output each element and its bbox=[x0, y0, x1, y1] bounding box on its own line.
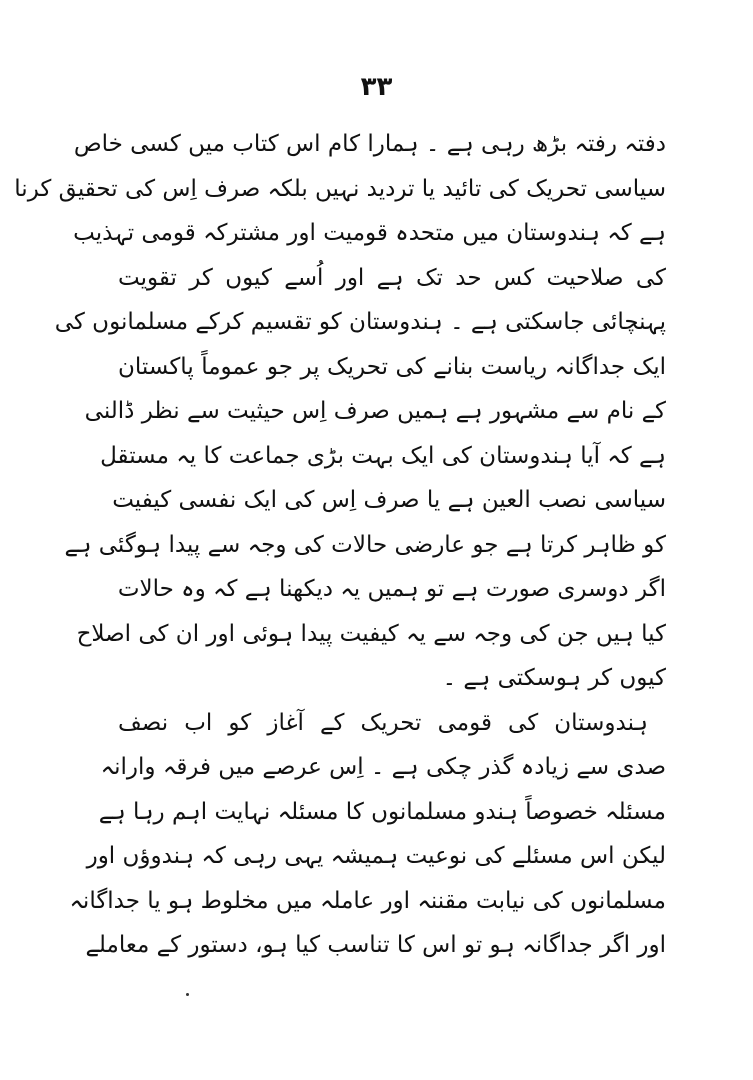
scan-speck bbox=[186, 993, 189, 996]
page-number: ۳۳ bbox=[360, 72, 393, 102]
text-line: صدی سے زیادہ گذر چکی ہے ۔ اِس عرصے میں فرقہ وارانہ bbox=[100, 754, 666, 780]
text-line: ایک جداگانہ ریاست بنانے کی تحریک پر جو عموماً پاکستان bbox=[118, 353, 666, 380]
text-line: ہے کہ آیا ہندوستان کی ایک بہت بڑی جماعت کا یہ مستقل bbox=[100, 442, 666, 469]
text-line: کو ظاہر کرتا ہے جو عارضی حالات کی وجہ سے پیدا ہوگئی ہے bbox=[64, 531, 666, 558]
text-line: سیاسی نصب العین ہے یا صرف اِس کی ایک نفسی کیفیت bbox=[112, 487, 666, 513]
text-line: اگر دوسری صورت ہے تو ہمیں یہ دیکھنا ہے کہ وہ حالات bbox=[117, 576, 666, 602]
text-line: کیا ہیں جن کی وجہ سے یہ کیفیت پیدا ہوئی اور ان کی اصلاح bbox=[76, 620, 666, 647]
text-line: ہے کہ ہندوستان میں متحدہ قومیت اور مشترکہ قومی تہذیب bbox=[73, 220, 666, 246]
text-line: کے نام سے مشہور ہے ہمیں صرف اِس حیثیت سے نظر ڈالنی bbox=[84, 398, 666, 424]
text-line: دفتہ رفتہ بڑھ رہی ہے ۔ ہمارا کام اس کتاب میں کسی خاص bbox=[73, 131, 666, 157]
text-line: اور اگر جداگانہ ہو تو اس کا تناسب کیا ہو، دستور کے معاملے bbox=[85, 932, 666, 958]
text-line: کی صلاحیت کس حد تک ہے اور اُسے کیوں کر تقویت bbox=[118, 264, 666, 291]
text-line: سیاسی تحریک کی تائید یا تردید نہیں بلکہ صرف اِس کی تحقیق کرنا bbox=[14, 175, 666, 202]
text-line-paragraph-start: ہندوستان کی قومی تحریک کے آغاز کو اب نصف bbox=[118, 709, 648, 736]
text-line: لیکن اس مسئلے کی نوعیت ہمیشہ یہی رہی کہ ہندوؤں اور bbox=[86, 843, 666, 869]
page-body-text bbox=[14, 122, 666, 968]
text-line: مسئلہ خصوصاً ہندو مسلمانوں کا مسئلہ نہایت اہم رہا ہے bbox=[98, 798, 666, 825]
text-line: مسلمانوں کی نیابت مقننہ اور عاملہ میں مخلوط ہو یا جداگانہ bbox=[69, 887, 666, 914]
text-line: پہنچائی جاسکتی ہے ۔ ہندوستان کو تقسیم کرکے مسلمانوں کی bbox=[54, 309, 666, 335]
text-line-paragraph-end: کیوں کر ہوسکتی ہے ۔ bbox=[442, 665, 666, 691]
